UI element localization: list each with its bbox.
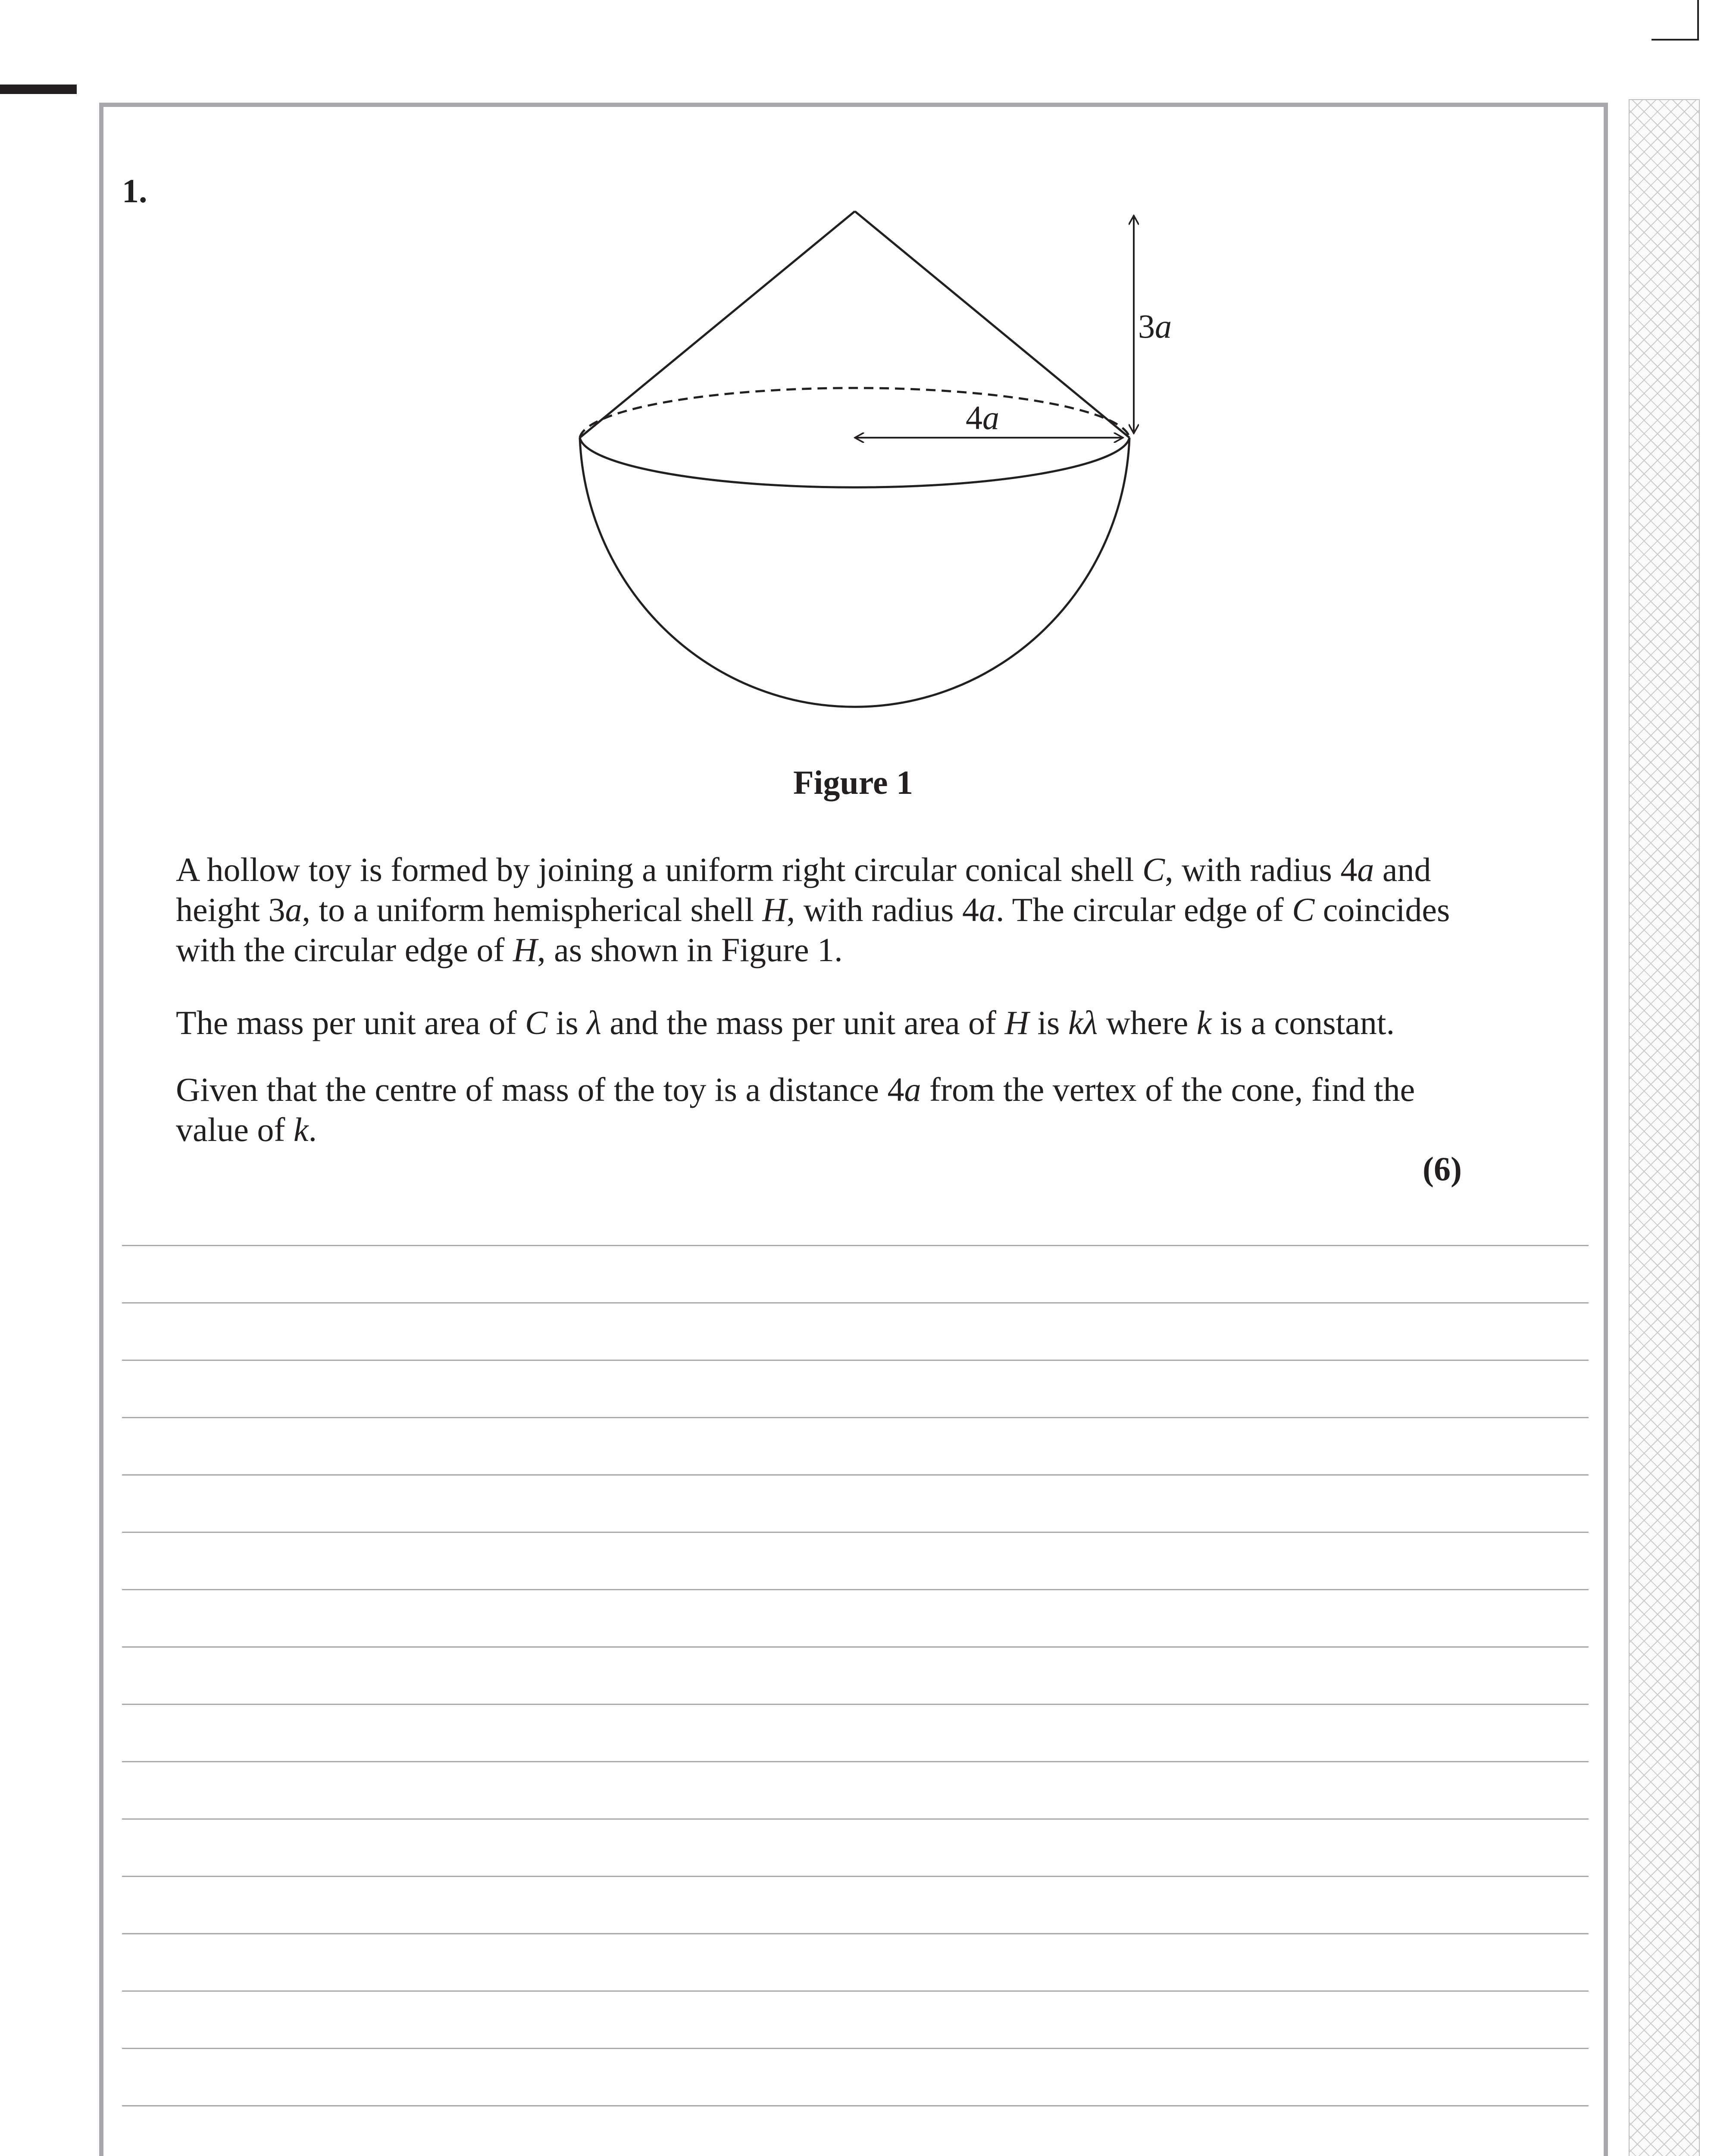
margin-hatch-area (1629, 99, 1700, 2156)
answer-line[interactable] (122, 1532, 1589, 1589)
answer-line[interactable] (122, 1876, 1589, 1933)
figure-cone-hemisphere (556, 198, 1190, 729)
marks-available: (6) (1423, 1150, 1462, 1188)
answer-line[interactable] (122, 1818, 1589, 1876)
question-paragraph-3: Given that the centre of mass of the toy is a distance 4a from the vertex of the cone, find the value of k. (176, 1071, 1415, 1148)
cone-left-edge (580, 211, 855, 438)
answer-line[interactable] (122, 1474, 1589, 1532)
hemisphere-outline (580, 438, 1129, 707)
answer-line[interactable] (122, 1245, 1589, 1302)
answer-line[interactable] (122, 2105, 1589, 2156)
answer-line[interactable] (122, 1589, 1589, 1646)
figure-caption: Figure 1 (793, 764, 913, 801)
rim-back-dashed (580, 388, 1129, 438)
answer-line[interactable] (122, 1704, 1589, 1761)
answer-line[interactable] (122, 1990, 1589, 2048)
height-label: 3a (1138, 307, 1172, 345)
question-number: 1. (122, 172, 147, 210)
crop-mark (1697, 0, 1699, 39)
radius-label: 4a (966, 399, 999, 436)
question-paragraph-1: A hollow toy is formed by joining a uniform right circular conical shell C, with radius 4a and height 3a, to a uniform hemispherical shell H, with radius 4a. The circular edge of C coincides with the circular edge of H, as shown in Figure 1. (176, 851, 1450, 968)
answer-line[interactable] (122, 1933, 1589, 1990)
registration-mark (0, 85, 77, 94)
answer-line[interactable] (122, 1646, 1589, 1704)
answer-line[interactable] (122, 1302, 1589, 1360)
answer-line[interactable] (122, 2048, 1589, 2105)
rim-front (580, 438, 1129, 487)
answer-line[interactable] (122, 1360, 1589, 1417)
crop-mark (1652, 39, 1699, 41)
answer-line[interactable] (122, 1761, 1589, 1818)
answer-line[interactable] (122, 1417, 1589, 1474)
question-paragraph-2: The mass per unit area of C is λ and the mass per unit area of H is kλ where k is a constant. (176, 1004, 1395, 1041)
answer-lines[interactable] (122, 1245, 1589, 2156)
